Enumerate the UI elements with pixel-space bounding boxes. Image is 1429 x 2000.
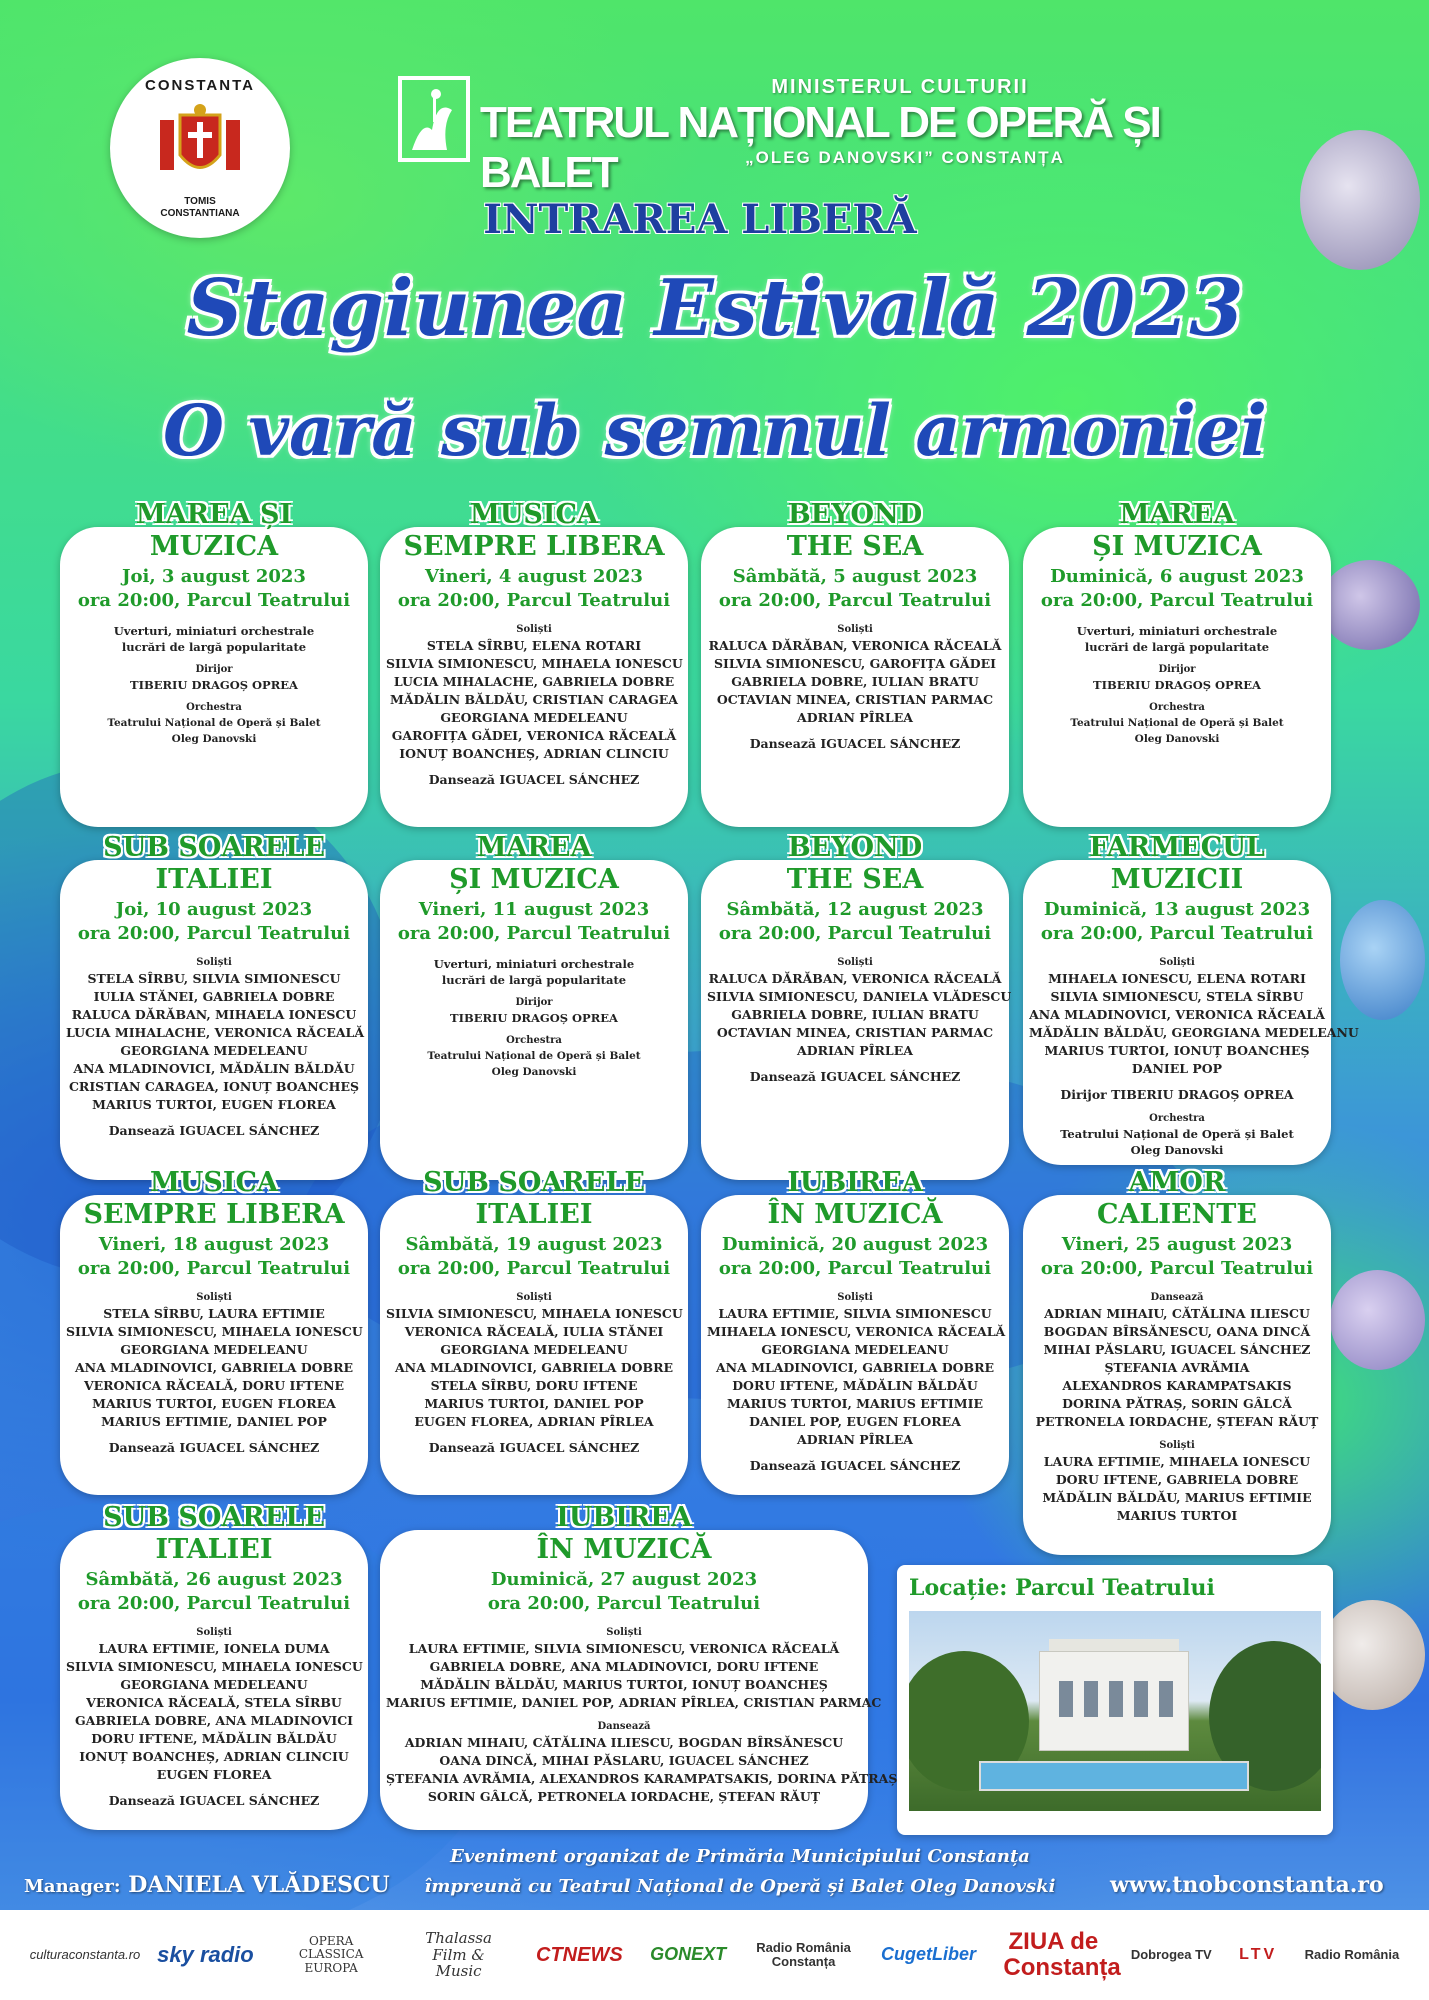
- event-card: [380, 1167, 688, 1495]
- event-line: LUCIA MIHALACHE, GABRIELA DOBRE: [393, 674, 675, 689]
- event-title: IUBIREA ÎN MUZICĂ: [767, 1167, 943, 1230]
- event-section: [1029, 701, 1325, 747]
- event-section-label: Dansează: [1150, 1292, 1204, 1303]
- event-line: ADRIAN MIHAIU, CĂTĂLINA ILIESCU, BOGDAN BÎRSĂNESCU: [404, 1735, 844, 1750]
- event-section: [386, 956, 682, 988]
- event-line: SILVIA SIMIONESCU, GAROFIȚA GĂDEI: [714, 656, 996, 671]
- event-section: [386, 1720, 898, 1806]
- event-title: MAREA ȘI MUZICA: [449, 832, 619, 895]
- event-line: Dansează IGUACEL SÁNCHEZ: [749, 1458, 961, 1473]
- event-time: ora 20:00, Parcul Teatrului: [397, 1258, 671, 1279]
- event-line: RALUCA DĂRĂBAN, MIHAELA IONESCU: [71, 1007, 357, 1022]
- event-line: MĂDĂLIN BĂLDĂU, CRISTIAN CARAGEA: [389, 692, 678, 707]
- event-date: Vineri, 4 august 2023: [425, 566, 643, 587]
- event-line: MARIUS TURTOI, EUGEN FLOREA: [92, 1097, 336, 1112]
- event-line: Oleg Danovski: [491, 1066, 577, 1078]
- event-section-label: Soliști: [1159, 1440, 1195, 1451]
- event-line: IONUȚ BOANCHEȘ, ADRIAN CLINCIU: [79, 1749, 349, 1764]
- event-line: ȘTEFANIA AVRĂMIA, ALEXANDROS KARAMPATSAKIS, DORINA PĂTRAȘ: [386, 1771, 898, 1786]
- sponsor-logo-dobrogea-tv: Dobrogea TV: [1130, 1946, 1212, 1962]
- event-time: ora 20:00, Parcul Teatrului: [718, 590, 992, 611]
- event-section: [1029, 1086, 1325, 1104]
- event-card: [60, 499, 368, 827]
- event-line: GEORGIANA MEDELEANU: [120, 1043, 308, 1058]
- event-line: RALUCA DĂRĂBAN, VERONICA RĂCEALĂ: [708, 638, 1002, 653]
- sponsor-logo-ctnews: CTNEWS: [536, 1944, 623, 1966]
- event-line: EUGEN FLOREA, ADRIAN PÎRLEA: [414, 1414, 654, 1429]
- event-line: ALEXANDROS KARAMPATSAKIS: [1062, 1378, 1292, 1393]
- sponsor-logo-ziua: ZIUA de Constanța: [1003, 1927, 1121, 1981]
- event-line: Dansează IGUACEL SÁNCHEZ: [108, 1793, 320, 1808]
- event-line: Teatrului Național de Operă și Balet: [1060, 1127, 1294, 1141]
- event-time: ora 20:00, Parcul Teatrului: [77, 923, 351, 944]
- ministry-text: MINISTERUL CULTURII: [771, 76, 1029, 98]
- event-section: [707, 1457, 1003, 1475]
- event-line: TIBERIU DRAGOȘ OPREA: [130, 678, 298, 692]
- event-line: GEORGIANA MEDELEANU: [440, 1342, 628, 1357]
- event-title: FARMECUL MUZICII: [1089, 832, 1265, 895]
- event-line: MARIUS EFTIMIE, DANIEL POP, ADRIAN PÎRLEA, CRISTIAN PARMAC: [386, 1695, 882, 1710]
- event-line: Oleg Danovski: [1134, 733, 1220, 745]
- event-section: [66, 956, 365, 1114]
- sponsor-bar: [0, 1910, 1429, 2000]
- event-line: SILVIA SIMIONESCU, MIHAELA IONESCU: [66, 1659, 363, 1674]
- event-section: [66, 1792, 362, 1810]
- event-line: lucrări de largă popularitate: [441, 973, 627, 987]
- sponsor-logo-gonext: GONEXT: [650, 1944, 727, 1965]
- event-line: Dansează IGUACEL SÁNCHEZ: [428, 1440, 640, 1455]
- event-line: GEORGIANA MEDELEANU: [120, 1342, 308, 1357]
- seashell-decoration: [1340, 900, 1425, 1020]
- event-section-label: Soliști: [837, 1292, 873, 1303]
- theatre-subtitle: „OLEG DANOVSKI” CONSTANȚA: [745, 148, 1065, 167]
- event-date: Sâmbătă, 26 august 2023: [85, 1569, 343, 1590]
- event-line: TIBERIU DRAGOȘ OPREA: [1093, 678, 1261, 692]
- sponsor-logo-sky-radio: sky radio: [157, 1941, 254, 1967]
- event-section: [1029, 1439, 1325, 1525]
- event-line: LAURA EFTIMIE, SILVIA SIMIONESCU, VERONICA RĂCEALĂ: [408, 1641, 840, 1656]
- event-line: GABRIELA DOBRE, ANA MLADINOVICI, DORU IFTENE: [429, 1659, 819, 1674]
- city-crest-logo: [110, 58, 290, 238]
- event-time: ora 20:00, Parcul Teatrului: [487, 1593, 761, 1614]
- event-section: [66, 1122, 362, 1140]
- event-title: MUSICA SEMPRE LIBERA: [83, 1167, 345, 1230]
- event-line: SILVIA SIMIONESCU, MIHAELA IONESCU: [66, 1324, 363, 1339]
- event-title: BEYOND THE SEA: [786, 832, 924, 895]
- event-line: Teatrului Național de Operă și Balet: [1070, 717, 1284, 729]
- sponsor-logo-thalassa: Thalassa Film & Music: [425, 1929, 492, 1981]
- event-title: MAREA ȘI MUZICA: [135, 499, 293, 562]
- sponsor-logo-cuget-liber: CugetLiber: [880, 1944, 976, 1965]
- event-line: Teatrului Național de Operă și Balet: [107, 717, 321, 729]
- event-line: GEORGIANA MEDELEANU: [761, 1342, 949, 1357]
- event-card: [380, 1502, 898, 1830]
- sponsor-logo-radio-romania: Radio România: [1304, 1946, 1400, 1962]
- event-section-label: Dirijor: [515, 997, 553, 1008]
- location-box: [897, 1565, 1333, 1835]
- event-time: ora 20:00, Parcul Teatrului: [1040, 590, 1314, 611]
- event-section-label: Soliști: [837, 624, 873, 635]
- event-line: GEORGIANA MEDELEANU: [440, 710, 628, 725]
- event-section-label: Dirijor: [195, 664, 233, 675]
- event-section-label: Soliști: [196, 1627, 232, 1638]
- event-line: CRISTIAN CARAGEA, IONUȚ BOANCHEȘ: [68, 1079, 359, 1094]
- event-date: Duminică, 20 august 2023: [721, 1234, 989, 1255]
- event-title: MUSICA SEMPRE LIBERA: [403, 499, 665, 562]
- organizer-text: [390, 1842, 1090, 1902]
- event-line: OCTAVIAN MINEA, CRISTIAN PARMAC: [716, 1025, 994, 1040]
- event-title: BEYOND THE SEA: [786, 499, 924, 562]
- event-line: LAURA EFTIMIE, MIHAELA IONESCU: [1043, 1454, 1311, 1469]
- event-line: DORU IFTENE, MĂDĂLIN BĂLDĂU: [91, 1731, 337, 1746]
- event-line: MARIUS TURTOI, DANIEL POP: [424, 1396, 644, 1411]
- event-line: DORU IFTENE, MĂDĂLIN BĂLDĂU: [732, 1378, 978, 1393]
- season-title: Stagiunea Estivală 2023: [186, 263, 1244, 354]
- event-date: Sâmbătă, 12 august 2023: [726, 899, 984, 920]
- event-line: STELA SÎRBU, DORU IFTENE: [430, 1378, 638, 1393]
- event-section: [1029, 1291, 1325, 1431]
- event-section: [707, 1291, 1006, 1449]
- event-section: [66, 1439, 362, 1457]
- event-line: GABRIELA DOBRE, IULIAN BRATU: [731, 1007, 979, 1022]
- event-date: Joi, 10 august 2023: [115, 899, 313, 920]
- event-section: [66, 1291, 362, 1431]
- seashell-decoration: [1300, 130, 1420, 270]
- event-section: [66, 663, 362, 693]
- event-line: BOGDAN BÎRSĂNESCU, OANA DINCĂ: [1043, 1324, 1311, 1339]
- event-time: ora 20:00, Parcul Teatrului: [1040, 923, 1314, 944]
- event-line: MARIUS TURTOI: [1116, 1508, 1238, 1523]
- event-card: [1023, 832, 1359, 1165]
- theatre-building-photo: [909, 1611, 1321, 1811]
- event-line: Dansează IGUACEL SÁNCHEZ: [108, 1440, 320, 1455]
- event-section-label: Soliști: [196, 957, 232, 968]
- event-title: MAREA ȘI MUZICA: [1092, 499, 1262, 562]
- event-line: Dansează IGUACEL SÁNCHEZ: [108, 1123, 320, 1138]
- theatre-name: TEATRUL NAȚIONAL DE OPERĂ ȘI BALET: [480, 98, 1160, 197]
- sponsor-logo-cultura: culturaconstanta.ro: [29, 1946, 141, 1962]
- event-line: SILVIA SIMIONESCU, STELA SÎRBU: [1050, 989, 1304, 1004]
- event-section: [386, 1291, 682, 1431]
- event-line: MARIUS TURTOI, MARIUS EFTIMIE: [727, 1396, 983, 1411]
- event-section: [66, 623, 362, 655]
- event-line: SILVIA SIMIONESCU, MIHAELA IONESCU: [386, 656, 683, 671]
- event-line: Uverturi, miniaturi orchestrale: [433, 957, 635, 971]
- event-section: [1029, 623, 1325, 655]
- event-line: PETRONELA IORDACHE, ȘTEFAN RĂUȚ: [1035, 1414, 1319, 1429]
- event-line: ANA MLADINOVICI, MĂDĂLIN BĂLDĂU: [73, 1061, 355, 1076]
- event-time: ora 20:00, Parcul Teatrului: [718, 923, 992, 944]
- event-line: VERONICA RĂCEALĂ, IULIA STĂNEI: [404, 1324, 664, 1339]
- event-date: Duminică, 13 august 2023: [1043, 899, 1311, 920]
- event-line: ADRIAN PÎRLEA: [797, 1432, 913, 1447]
- event-line: ANA MLADINOVICI, GABRIELA DOBRE: [74, 1360, 354, 1375]
- event-line: VERONICA RĂCEALĂ, STELA SÎRBU: [86, 1695, 342, 1710]
- seashell-decoration: [1320, 560, 1420, 650]
- event-card: [701, 499, 1009, 827]
- organizer-line: împreună cu Teatrul Național de Operă și Balet Oleg Danovski: [424, 1876, 1056, 1897]
- event-title: SUB SOARELE ITALIEI: [103, 832, 325, 895]
- sponsor-logo-radio-constanta: Radio România Constanța: [756, 1939, 851, 1969]
- event-line: ANA MLADINOVICI, VERONICA RĂCEALĂ: [1029, 1007, 1325, 1022]
- event-line: OANA DINCĂ, MIHAI PĂSLARU, IGUACEL SÁNCHEZ: [439, 1753, 809, 1768]
- event-line: MARIUS TURTOI, EUGEN FLOREA: [92, 1396, 336, 1411]
- event-section: [386, 771, 682, 789]
- event-card: [60, 1502, 368, 1830]
- event-line: ȘTEFANIA AVRĂMIA: [1104, 1360, 1250, 1375]
- event-line: GABRIELA DOBRE, ANA MLADINOVICI: [74, 1713, 354, 1728]
- event-line: ANA MLADINOVICI, GABRIELA DOBRE: [715, 1360, 995, 1375]
- event-date: Duminică, 27 august 2023: [490, 1569, 758, 1590]
- event-section-label: Orchestra: [186, 702, 242, 713]
- shield-icon: [155, 100, 245, 190]
- event-section-label: Soliști: [606, 1627, 642, 1638]
- event-time: ora 20:00, Parcul Teatrului: [77, 1258, 351, 1279]
- event-date: Vineri, 18 august 2023: [98, 1234, 330, 1255]
- event-card: [1023, 499, 1331, 827]
- event-line: Dirijor TIBERIU DRAGOȘ OPREA: [1060, 1087, 1294, 1102]
- event-line: DANIEL POP, EUGEN FLOREA: [749, 1414, 961, 1429]
- event-line: DORU IFTENE, GABRIELA DOBRE: [1055, 1472, 1299, 1487]
- event-line: STELA SÎRBU, SILVIA SIMIONESCU: [87, 971, 341, 986]
- event-card: [1023, 1167, 1331, 1555]
- event-line: MARIUS TURTOI, IONUȚ BOANCHEȘ: [1044, 1043, 1310, 1058]
- event-line: MIHAI PĂSLARU, IGUACEL SÁNCHEZ: [1043, 1342, 1311, 1357]
- event-card: [380, 499, 688, 827]
- event-line: IULIA STĂNEI, GABRIELA DOBRE: [93, 989, 335, 1004]
- website-link[interactable]: www.tnobconstanta.ro: [1110, 1872, 1384, 1898]
- event-line: ADRIAN PÎRLEA: [797, 1043, 913, 1058]
- event-section-label: Orchestra: [506, 1035, 562, 1046]
- event-section-label: Orchestra: [1149, 702, 1205, 713]
- crest-top-text: CONSTANTA: [145, 76, 255, 94]
- event-line: MĂDĂLIN BĂLDĂU, MARIUS EFTIMIE: [1042, 1490, 1312, 1505]
- event-section: [66, 701, 362, 747]
- event-date: Duminică, 6 august 2023: [1050, 566, 1304, 587]
- season-subtitle: O vară sub semnul armoniei: [163, 389, 1267, 472]
- sponsor-logo-opera-classica: OPERA CLASSICA EUROPA: [298, 1934, 364, 1975]
- seashell-decoration: [1320, 1600, 1425, 1710]
- event-date: Vineri, 11 august 2023: [418, 899, 650, 920]
- event-line: Dansează IGUACEL SÁNCHEZ: [428, 772, 640, 787]
- event-date: Sâmbătă, 5 august 2023: [732, 566, 978, 587]
- event-section-label: Dansează: [597, 1721, 651, 1732]
- event-time: ora 20:00, Parcul Teatrului: [718, 1258, 992, 1279]
- theatre-logo-icon: [398, 76, 470, 162]
- organizer-line: Eveniment organizat de Primăria Municipiului Constanța: [450, 1846, 1030, 1867]
- event-section: [386, 1034, 682, 1080]
- event-section-label: Soliști: [837, 957, 873, 968]
- sponsor-logo-ltv: LTV: [1239, 1946, 1278, 1964]
- event-line: Oleg Danovski: [1130, 1143, 1224, 1157]
- event-section: [1029, 956, 1359, 1078]
- event-date: Vineri, 25 august 2023: [1061, 1234, 1293, 1255]
- event-section: [707, 623, 1003, 727]
- event-time: ora 20:00, Parcul Teatrului: [1040, 1258, 1314, 1279]
- event-line: Dansează IGUACEL SÁNCHEZ: [749, 736, 961, 751]
- event-section: [707, 735, 1003, 753]
- event-card: [380, 832, 688, 1180]
- event-line: Dansează IGUACEL SÁNCHEZ: [749, 1069, 961, 1084]
- event-title: IUBIREA ÎN MUZICĂ: [536, 1502, 712, 1565]
- event-time: ora 20:00, Parcul Teatrului: [77, 590, 351, 611]
- crest-bottom-text: TOMIS: [184, 195, 216, 207]
- event-line: ADRIAN MIHAIU, CĂTĂLINA ILIESCU: [1044, 1306, 1310, 1321]
- event-title: SUB SOARELE ITALIEI: [423, 1167, 645, 1230]
- event-section: [707, 956, 1012, 1060]
- event-section-label: Dirijor: [1158, 664, 1196, 675]
- event-card: [701, 832, 1012, 1180]
- event-line: Teatrului Național de Operă și Balet: [427, 1050, 641, 1062]
- event-line: LAURA EFTIMIE, SILVIA SIMIONESCU: [718, 1306, 992, 1321]
- event-line: DANIEL POP: [1131, 1061, 1223, 1076]
- event-section: [386, 1626, 882, 1712]
- event-line: SILVIA SIMIONESCU, DANIELA VLĂDESCU: [707, 989, 1012, 1004]
- event-line: LAURA EFTIMIE, IONELA DUMA: [98, 1641, 330, 1656]
- event-line: EUGEN FLOREA: [156, 1767, 272, 1782]
- event-line: Oleg Danovski: [171, 733, 257, 745]
- event-date: Joi, 3 august 2023: [122, 566, 306, 587]
- event-line: ADRIAN PÎRLEA: [797, 710, 913, 725]
- event-line: lucrări de largă popularitate: [121, 640, 307, 654]
- free-entry-heading: INTRAREA LIBERĂ: [483, 196, 917, 243]
- event-line: IONUȚ BOANCHEȘ, ADRIAN CLINCIU: [399, 746, 669, 761]
- event-line: VERONICA RĂCEALĂ, DORU IFTENE: [83, 1378, 345, 1393]
- event-line: OCTAVIAN MINEA, CRISTIAN PARMAC: [716, 692, 994, 707]
- event-line: GEORGIANA MEDELEANU: [120, 1677, 308, 1692]
- event-line: SILVIA SIMIONESCU, MIHAELA IONESCU: [386, 1306, 683, 1321]
- event-section: [386, 623, 682, 763]
- event-line: GABRIELA DOBRE, IULIAN BRATU: [731, 674, 979, 689]
- crest-bottom-text: CONSTANTIANA: [160, 207, 240, 219]
- event-line: MARIUS EFTIMIE, DANIEL POP: [101, 1414, 327, 1429]
- event-line: ANA MLADINOVICI, GABRIELA DOBRE: [394, 1360, 674, 1375]
- event-line: MĂDĂLIN BĂLDĂU, MARIUS TURTOI, IONUȚ BOANCHEȘ: [420, 1677, 828, 1692]
- event-section-label: Soliști: [516, 624, 552, 635]
- event-line: MĂDĂLIN BĂLDĂU, GEORGIANA MEDELEANU: [1029, 1025, 1359, 1040]
- event-title: AMOR CALIENTE: [1097, 1167, 1257, 1230]
- event-line: RALUCA DĂRĂBAN, VERONICA RĂCEALĂ: [708, 971, 1002, 986]
- event-line: LUCIA MIHALACHE, VERONICA RĂCEALĂ: [66, 1025, 365, 1040]
- event-line: GAROFIȚA GĂDEI, VERONICA RĂCEALĂ: [391, 728, 677, 743]
- event-section: [66, 1626, 362, 1784]
- event-line: TIBERIU DRAGOȘ OPREA: [450, 1011, 618, 1025]
- event-line: SORIN GÂLCĂ, PETRONELA IORDACHE, ȘTEFAN RĂUȚ: [427, 1789, 821, 1804]
- event-section: [707, 1068, 1003, 1086]
- location-title: Locație: Parcul Teatrului: [909, 1575, 1215, 1601]
- event-card: [60, 1167, 368, 1495]
- event-section-label: Soliști: [1159, 957, 1195, 968]
- event-date: Sâmbătă, 19 august 2023: [405, 1234, 663, 1255]
- event-line: MIHAELA IONESCU, ELENA ROTARI: [1048, 971, 1306, 986]
- manager-name: DANIELA VLĂDESCU: [128, 1872, 390, 1898]
- event-line: Uverturi, miniaturi orchestrale: [1076, 624, 1278, 638]
- event-line: STELA SÎRBU, ELENA ROTARI: [426, 638, 642, 653]
- event-line: STELA SÎRBU, LAURA EFTIMIE: [103, 1306, 325, 1321]
- event-card: [60, 832, 368, 1180]
- event-line: DORINA PĂTRAȘ, SORIN GÂLCĂ: [1062, 1396, 1292, 1411]
- event-line: Uverturi, miniaturi orchestrale: [113, 624, 315, 638]
- event-time: ora 20:00, Parcul Teatrului: [397, 590, 671, 611]
- event-time: ora 20:00, Parcul Teatrului: [397, 923, 671, 944]
- event-section: [386, 1439, 682, 1457]
- event-line: lucrări de largă popularitate: [1084, 640, 1270, 654]
- event-section: [1029, 1112, 1325, 1158]
- manager-label: Manager:: [24, 1876, 121, 1897]
- event-section: [1029, 663, 1325, 693]
- manager-credit: [24, 1872, 390, 1898]
- event-time: ora 20:00, Parcul Teatrului: [77, 1593, 351, 1614]
- event-title: SUB SOARELE ITALIEI: [103, 1502, 325, 1565]
- event-card: [701, 1167, 1009, 1495]
- event-section-label: Orchestra: [1149, 1113, 1205, 1124]
- event-section: [386, 996, 682, 1026]
- event-section-label: Soliști: [516, 1292, 552, 1303]
- event-section-label: Soliști: [196, 1292, 232, 1303]
- event-line: MIHAELA IONESCU, VERONICA RĂCEALĂ: [707, 1324, 1006, 1339]
- seashell-decoration: [1330, 1270, 1425, 1370]
